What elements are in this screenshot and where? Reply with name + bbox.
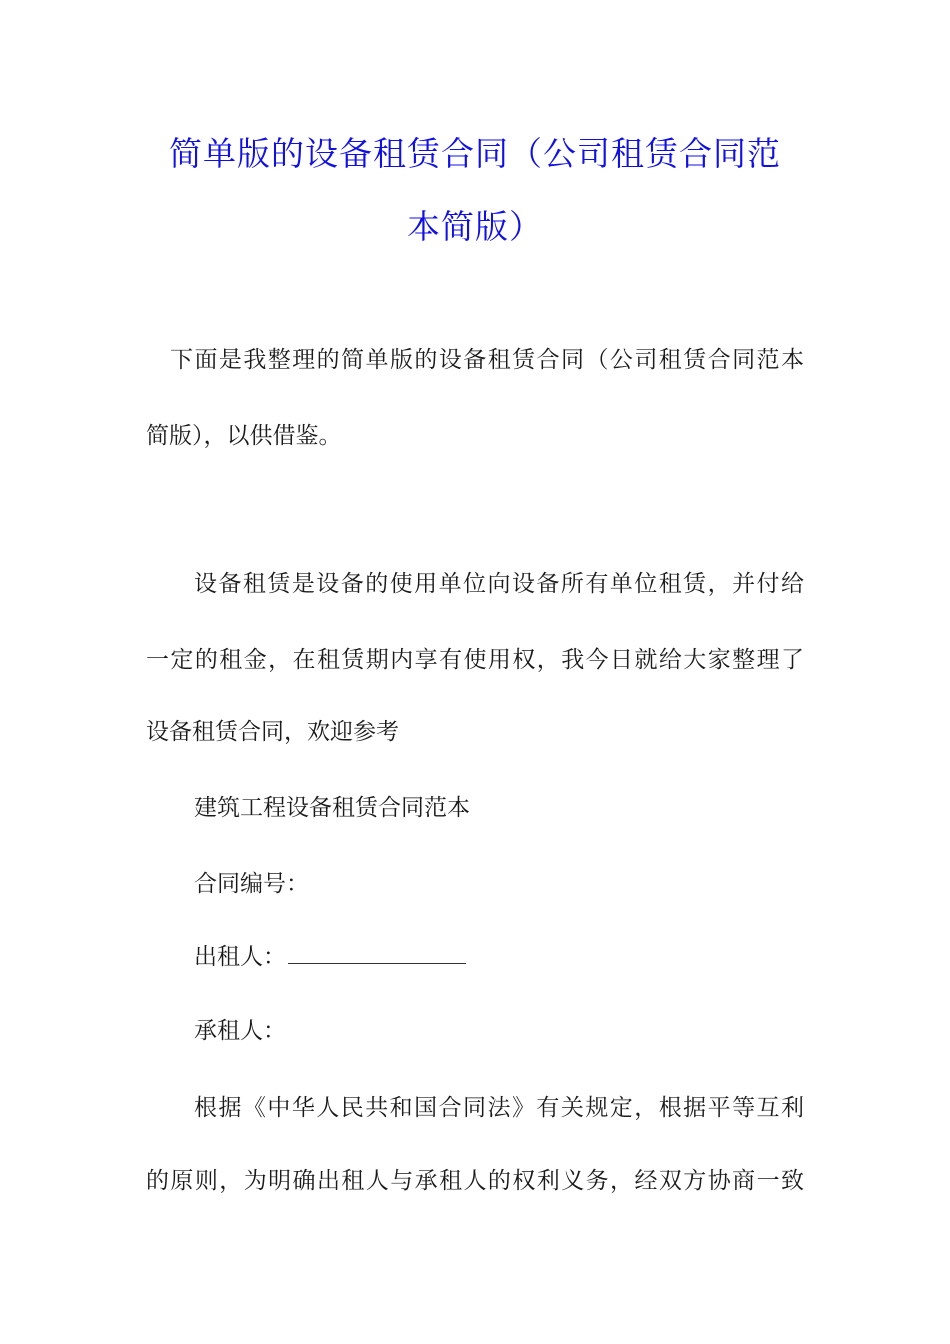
para1-line-2: 一定的租金，在租赁期内享有使用权，我今日就给大家整理了 [146, 647, 804, 673]
contract-number-label: 合同编号： [194, 871, 309, 897]
para2-line-1: 根据《中华人民共和国合同法》有关规定，根据平等互利 [194, 1095, 804, 1121]
intro-line-1: 下面是我整理的简单版的设备租赁合同（公司租赁合同范本 [170, 347, 804, 373]
lessor-label: 出租人： [194, 944, 286, 970]
document-title-line-2: 本简版） [407, 207, 543, 246]
para1-line-1: 设备租赁是设备的使用单位向设备所有单位租赁，并付给 [194, 571, 804, 597]
sample-heading: 建筑工程设备租赁合同范本 [194, 795, 470, 821]
document-title-line-1: 简单版的设备租赁合同（公司租赁合同范 [169, 134, 781, 173]
para1-line-3: 设备租赁合同，欢迎参考 [146, 719, 399, 745]
lessee-label: 承租人： [194, 1018, 286, 1044]
intro-line-2: 简版），以供借鉴。 [146, 423, 342, 449]
lessor-blank-field [288, 943, 466, 964]
para2-line-2: 的原则，为明确出租人与承租人的权利义务，经双方协商一致 [146, 1168, 804, 1194]
lessor-row [194, 942, 466, 972]
